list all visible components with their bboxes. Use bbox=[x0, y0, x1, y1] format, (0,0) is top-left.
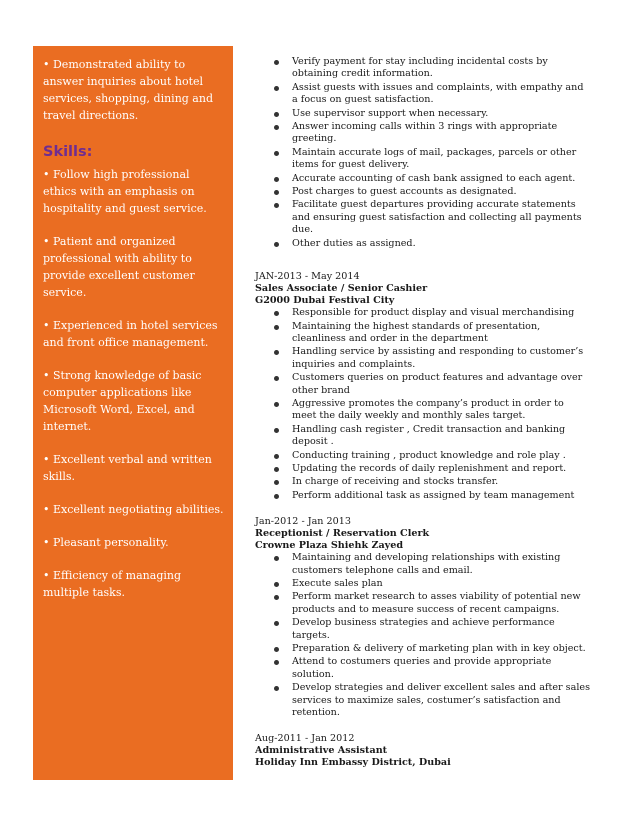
job-title: Administrative Assistant bbox=[255, 745, 388, 757]
job-company: G2000 Dubai Festival City bbox=[255, 295, 395, 307]
list-item: Other duties as assigned. bbox=[255, 238, 590, 250]
bullet-icon bbox=[274, 112, 279, 117]
list-item: Customers queries on product features and advantage over other brand bbox=[255, 372, 590, 397]
bullet-icon bbox=[274, 582, 279, 587]
job-company: Crowne Plaza Shiehk Zayed bbox=[255, 540, 404, 552]
skill-item: • Pleasant personality. bbox=[43, 536, 169, 549]
bullet-icon bbox=[274, 86, 279, 91]
job-header bbox=[255, 516, 590, 552]
list-item: Verify payment for stay including incidental costs by obtaining credit information. bbox=[255, 56, 590, 81]
bullet-icon bbox=[274, 647, 279, 652]
list-item: Conducting training , product knowledge and role play . bbox=[255, 450, 590, 462]
job-title: Receptionist / Reservation Clerk bbox=[255, 528, 430, 540]
job-duties-list bbox=[255, 552, 590, 719]
sidebar bbox=[33, 46, 233, 780]
job-dates: JAN-2013 - May 2014 bbox=[255, 271, 360, 283]
bullet-icon bbox=[274, 242, 279, 247]
skill-item: • Excellent verbal and written skills. bbox=[43, 453, 212, 483]
list-item: Responsible for product display and visual merchandising bbox=[255, 307, 590, 319]
bullet-icon bbox=[274, 402, 279, 407]
list-item: Perform additional task as assigned by team management bbox=[255, 490, 590, 502]
bullet-icon bbox=[274, 480, 279, 485]
list-item: Maintaining the highest standards of presentation, cleanliness and order in the department bbox=[255, 321, 590, 346]
sidebar-intro: • Demonstrated ability to answer inquiries about hotel services, shopping, dining and travel directions. bbox=[43, 58, 213, 122]
list-item: Execute sales plan bbox=[255, 578, 590, 590]
list-item: In charge of receiving and stocks transfer. bbox=[255, 476, 590, 488]
bullet-icon bbox=[274, 325, 279, 330]
bullet-icon bbox=[274, 125, 279, 130]
job-company: Holiday Inn Embassy District, Dubai bbox=[255, 757, 451, 769]
job-dates: Aug-2011 - Jan 2012 bbox=[255, 733, 355, 745]
skill-item: • Follow high professional ethics with an emphasis on hospitality and guest service. bbox=[43, 168, 207, 215]
bullet-icon bbox=[274, 595, 279, 600]
list-item: Handling cash register , Credit transaction and banking deposit . bbox=[255, 424, 590, 449]
job-header bbox=[255, 733, 590, 769]
skills-heading: Skills: bbox=[43, 144, 93, 160]
list-item: Preparation & delivery of marketing plan with in key object. bbox=[255, 643, 590, 655]
list-item: Assist guests with issues and complaints, with empathy and a focus on guest satisfaction. bbox=[255, 82, 590, 107]
job-dates: Jan-2012 - Jan 2013 bbox=[255, 516, 351, 528]
list-item: Develop business strategies and achieve performance targets. bbox=[255, 617, 590, 642]
bullet-icon bbox=[274, 350, 279, 355]
bullet-icon bbox=[274, 660, 279, 665]
list-item: Facilitate guest departures providing accurate statements and ensuring guest satisfaction and collecting all payments due. bbox=[255, 199, 590, 236]
job-title: Sales Associate / Senior Cashier bbox=[255, 283, 428, 295]
bullet-icon bbox=[274, 494, 279, 499]
list-item: Maintain accurate logs of mail, packages, parcels or other items for guest delivery. bbox=[255, 147, 590, 172]
bullet-icon bbox=[274, 190, 279, 195]
job-header bbox=[255, 271, 590, 307]
skill-item: • Patient and organized professional with ability to provide excellent customer service. bbox=[43, 235, 195, 299]
skill-item: • Excellent negotiating abilities. bbox=[43, 503, 224, 516]
list-item: Accurate accounting of cash bank assigned to each agent. bbox=[255, 173, 590, 185]
bullet-icon bbox=[274, 376, 279, 381]
skill-item: • Experienced in hotel services and front office management. bbox=[43, 319, 218, 349]
skill-item: • Efficiency of managing multiple tasks. bbox=[43, 569, 181, 599]
bullet-icon bbox=[274, 203, 279, 208]
list-item: Perform market research to asses viability of potential new products and to measure success of recent campaigns. bbox=[255, 591, 590, 616]
bullet-icon bbox=[274, 686, 279, 691]
bullet-icon bbox=[274, 177, 279, 182]
bullet-icon bbox=[274, 454, 279, 459]
duties-list bbox=[255, 56, 590, 250]
list-item: Answer incoming calls within 3 rings with appropriate greeting. bbox=[255, 121, 590, 146]
bullet-icon bbox=[274, 467, 279, 472]
bullet-icon bbox=[274, 60, 279, 65]
list-item: Handling service by assisting and responding to customer’s inquiries and complaints. bbox=[255, 346, 590, 371]
list-item: Develop strategies and deliver excellent sales and after sales services to maximize sales, costumer’s satisfaction and retention. bbox=[255, 682, 590, 719]
list-item: Aggressive promotes the company’s product in order to meet the daily weekly and monthly sales target. bbox=[255, 398, 590, 423]
bullet-icon bbox=[274, 428, 279, 433]
list-item: Attend to costumers queries and provide appropriate solution. bbox=[255, 656, 590, 681]
list-item: Updating the records of daily replenishment and report. bbox=[255, 463, 590, 475]
list-item: Use supervisor support when necessary. bbox=[255, 108, 590, 120]
bullet-icon bbox=[274, 556, 279, 561]
skill-item: • Strong knowledge of basic computer applications like Microsoft Word, Excel, and internet. bbox=[43, 369, 202, 433]
job-duties-list bbox=[255, 307, 590, 502]
main-content bbox=[255, 56, 590, 769]
bullet-icon bbox=[274, 621, 279, 626]
bullet-icon bbox=[274, 311, 279, 316]
list-item: Post charges to guest accounts as designated. bbox=[255, 186, 590, 198]
list-item: Maintaining and developing relationships with existing customers telephone calls and email. bbox=[255, 552, 590, 577]
bullet-icon bbox=[274, 151, 279, 156]
